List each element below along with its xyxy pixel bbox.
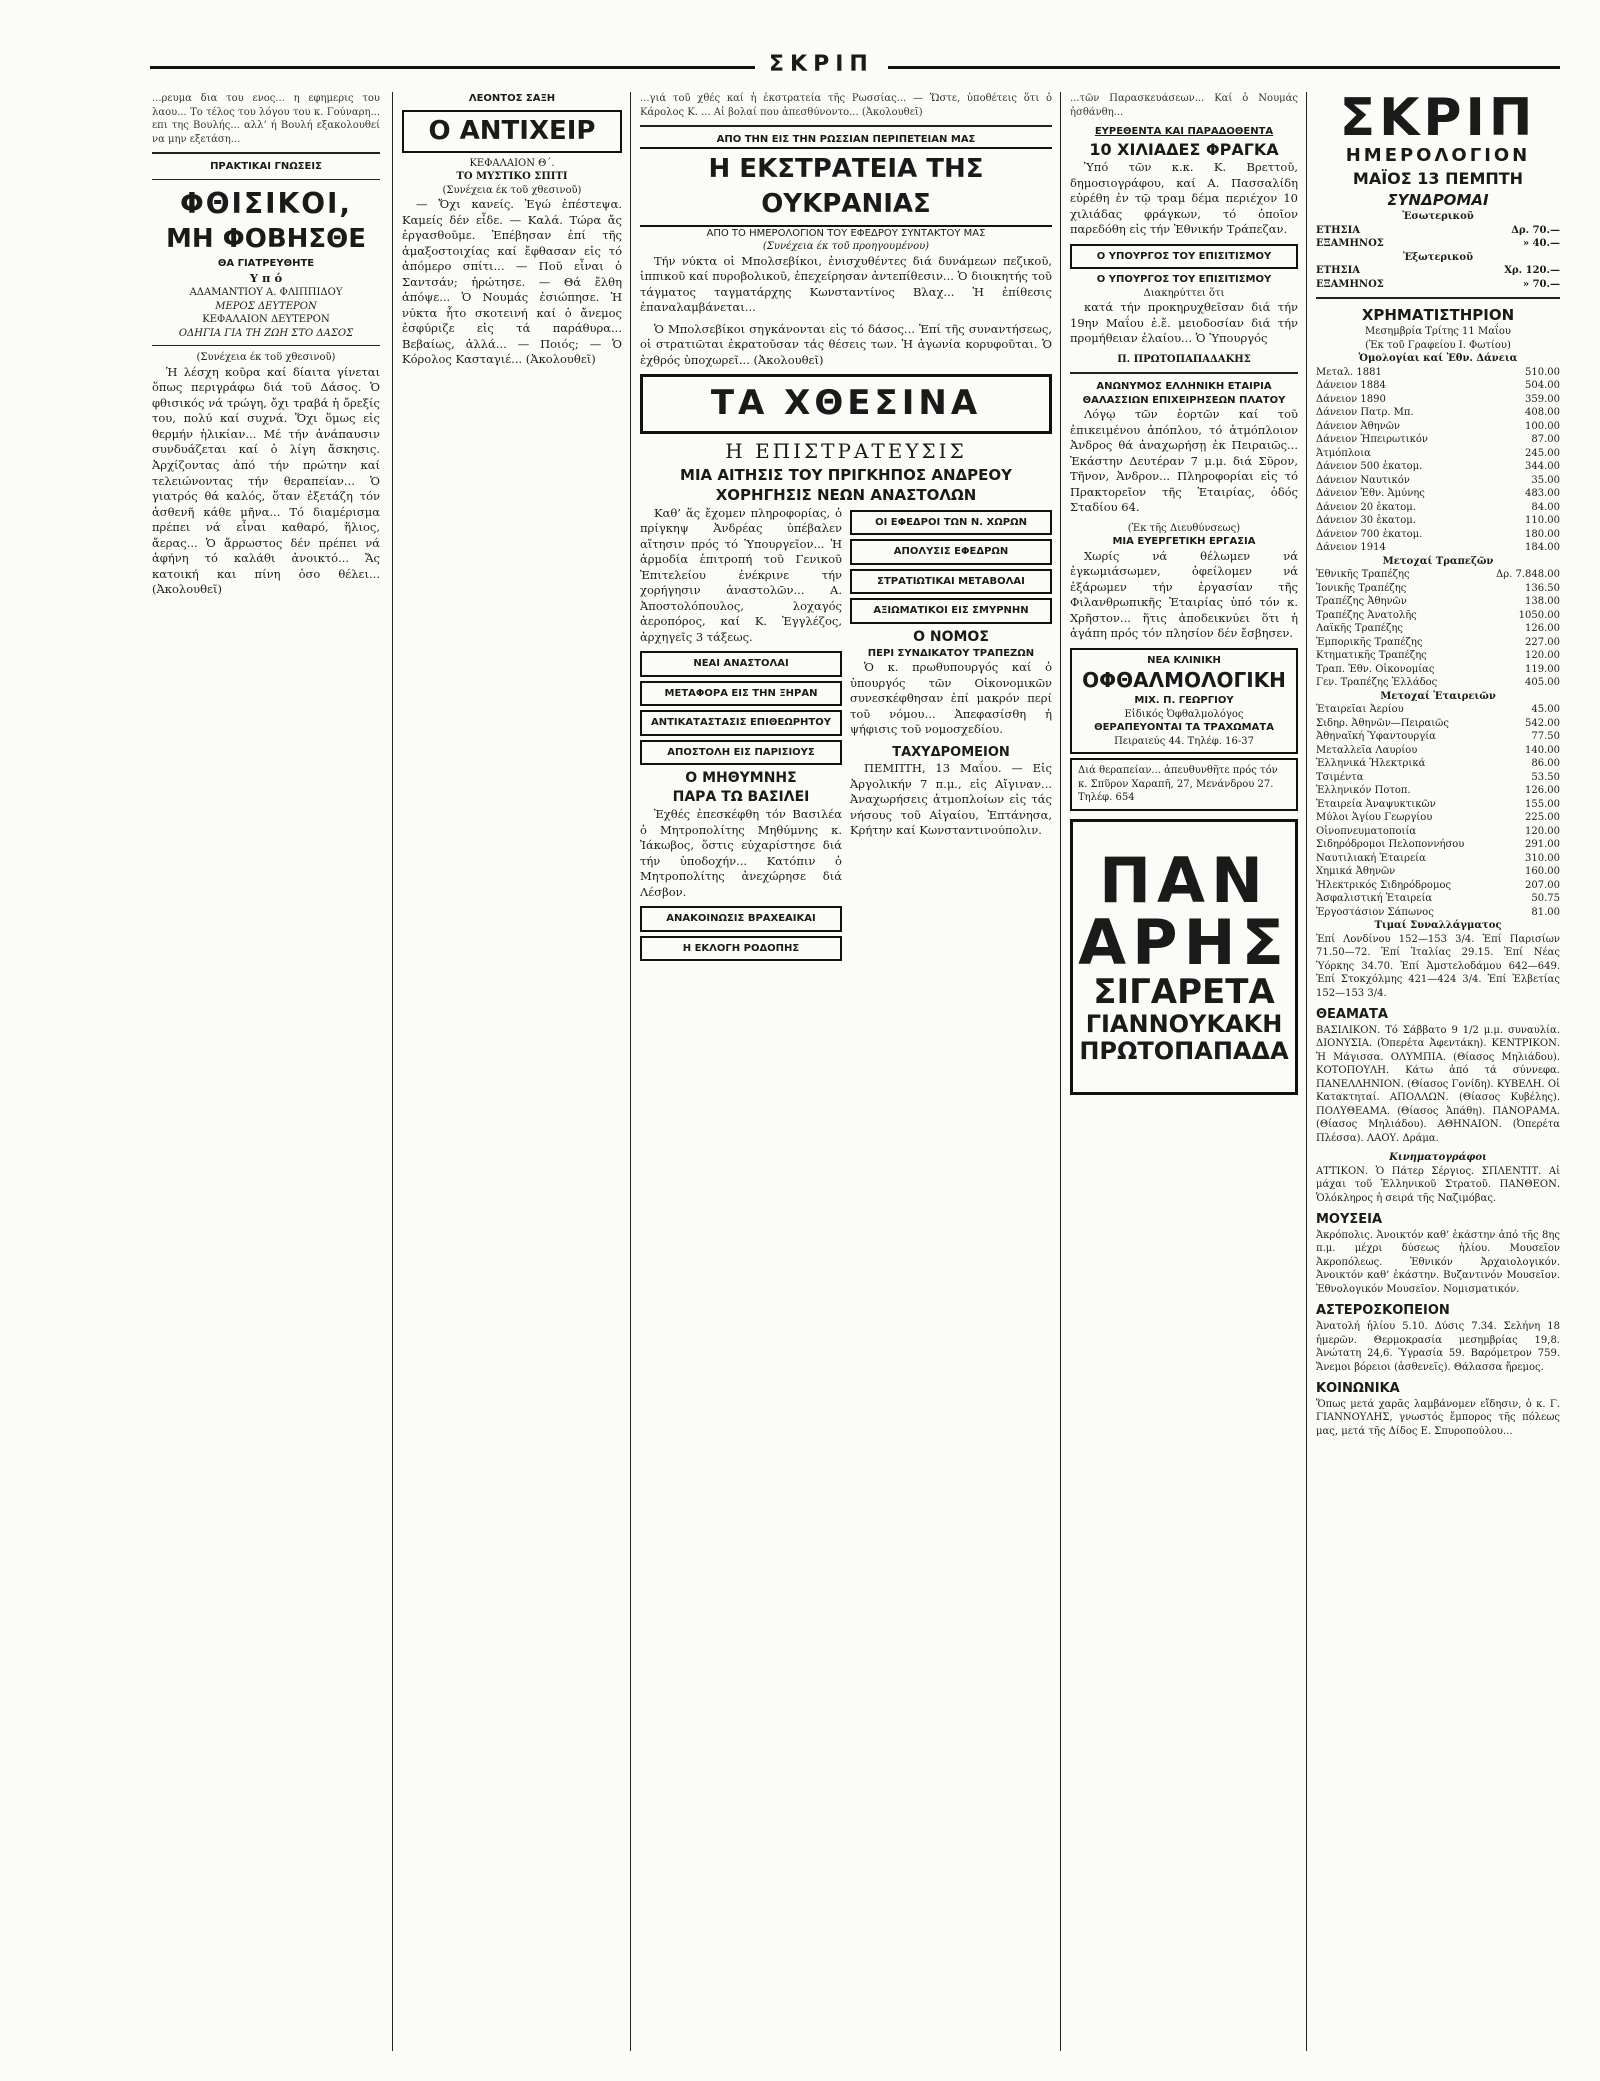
company-price: 155.00 — [1525, 798, 1560, 810]
clinic-doctor: ΜΙΧ. Π. ΓΕΩΡΓΙΟΥ — [1134, 695, 1234, 707]
price-row — [1316, 676, 1560, 690]
price-row — [1316, 703, 1560, 717]
divider — [152, 152, 380, 154]
bond-name: Δάνειον 700 ἑκατομ. — [1316, 528, 1423, 540]
clinic-trachoma: ΘΕΡΑΠΕΥΟΝΤΑΙ ΤΑ ΤΡΑΧΩΜΑΤΑ — [1094, 722, 1274, 734]
domestic-label: Ἐσωτερικοῦ — [1402, 211, 1474, 223]
cigarette-brand-2: ΑΡΗΣ — [1078, 905, 1290, 979]
ad-chapter: ΚΕΦΑΛΑΙΟΝ ΔΕΥΤΕΡΟΝ — [202, 314, 330, 326]
sub-taxydromeion: ΤΑΧΥΔΡΟΜΕΙΟΝ — [892, 744, 1010, 760]
market-source: (Ἐκ τοῦ Γραφείου Ι. Φωτίου) — [1365, 339, 1511, 351]
ad-title: ΦΘΙΣΙΚΟΙ, — [179, 186, 353, 220]
bond-name: Δάνειον 1890 — [1316, 393, 1386, 405]
company-price: 140.00 — [1525, 744, 1560, 756]
price-row — [1316, 771, 1560, 785]
ad-part: ΜΕΡΟΣ ΔΕΥΤΕΡΟΝ — [215, 300, 317, 312]
ergasia-body: Χωρίς νά θέλωμεν νά ἐγκωμιάσωμεν, ὀφείλομεν νά ἐξάρωμεν τήν ἐργασίαν τῆς Φιλανθρωπικῆς Ἑταιρίας ὑπό τόν κ. Χρῆστον... ἥτις ἀποδεικνύει ὅτι ἡ ἀγάπη πρός τόν πλησίον δέν ἔσβησεν. — [1070, 548, 1298, 641]
column-rule — [392, 92, 393, 2051]
ad-subtitle: ΘΑ ΓΙΑΤΡΕΥΘΗΤΕ — [217, 258, 315, 270]
price-row — [1316, 420, 1560, 434]
bank-price: 120.00 — [1525, 650, 1560, 662]
company-price: 126.00 — [1525, 785, 1560, 797]
ministry-sign: Π. ΠΡΩΤΟΠΑΠΑΔΑΚΗΣ — [1117, 353, 1251, 365]
sub-apolysis: ΑΠΟΛΥΣΙΣ ΕΦΕΔΡΩΝ — [850, 539, 1052, 565]
found-headline: 10 ΧΙΛΙΑΔΕΣ ΦΡΑΓΚΑ — [1089, 139, 1279, 159]
bank-name: Ἐμπορικῆς Τραπέζης — [1316, 636, 1423, 648]
bank-name: Λαϊκῆς Τραπέζης — [1316, 623, 1403, 635]
bond-name: Δάνειον 500 ἑκατομ. — [1316, 461, 1423, 473]
company-price: 207.00 — [1525, 879, 1560, 891]
price-row — [1316, 582, 1560, 596]
news-subtitle-2: ΜΙΑ ΑΙΤΗΣΙΣ ΤΟΥ ΠΡΙΓΚΗΠΟΣ ΑΝΔΡΕΟΥ — [680, 466, 1012, 485]
bank-price: Δρ. 7.848.00 — [1496, 569, 1560, 581]
found-headline-top: ΕΥΡΕΘΕΝΤΑ ΚΑΙ ΠΑΡΑΔΟΘΕΝΤΑ — [1094, 126, 1274, 137]
ad-by: Υ π ό — [249, 270, 283, 285]
price-row — [1316, 568, 1560, 582]
market-subtitle: Μεσημβρία Τρίτης 11 Μαΐου — [1365, 326, 1511, 338]
news-right — [850, 506, 1052, 966]
masthead — [150, 52, 1560, 82]
price-row — [1316, 838, 1560, 852]
price-row — [1316, 609, 1560, 623]
museums-body: Ἀκρόπολις. Ἀνοικτόν καθ’ ἑκάστην ἀπό τῆς 8ης π.μ. μέχρι δύσεως ἡλίου. Μουσεῖον Ἀκροπόλεως. Ἐθνικόν Ἀρχαιολογικόν. Ἀνοικτόν καθ’ ἑκάστην. Βυζαντινόν Μουσεῖον. Ἐθνολογικόν Μουσεῖον. Νομισματικόν. — [1316, 1229, 1560, 1295]
fx-body: Ἐπί Λονδίνου 152—153 3/4. Ἐπί Παρισίων 71.50—72. Ἐπί Ἰταλίας 29.15. Ἐπί Νέας Ὑόρκης 34.70. Ἐπί Ἀμστελοδάμου 642—649. Ἐπί Στοκχόλμης 421—424 3/4. Ἐπί Ἐλβετίας 152—153 3/4. — [1316, 933, 1560, 999]
observatory-title: ΑΣΤΕΡΟΣΚΟΠΕΙΟΝ — [1316, 1303, 1450, 1319]
price-row — [1316, 892, 1560, 906]
price-row — [1316, 541, 1560, 555]
price-row — [1316, 717, 1560, 731]
article-deck: ΑΠΟ ΤΟ ΗΜΕΡΟΛΟΓΙΟΝ ΤΟΥ ΕΦΕΔΡΟΥ ΣΥΝΤΑΚΤΟΥ ΜΑΣ — [706, 227, 986, 239]
calendar-subtitle: ΗΜΕΡΟΛΟΓΙΟΝ — [1345, 145, 1531, 166]
company-list — [1316, 703, 1560, 919]
company-price: 291.00 — [1525, 839, 1560, 851]
company-price: 225.00 — [1525, 812, 1560, 824]
clinic-specialty: Εἰδικός Ὀφθαλμολόγος — [1124, 708, 1244, 720]
sub-apostoli: ΑΠΟΣΤΟΛΗ ΕΙΣ ΠΑΡΙΣΙΟΥΣ — [640, 740, 842, 766]
article-kicker: ΑΠΟ ΤΗΝ ΕΙΣ ΤΗΝ ΡΩΣΣΙΑΝ ΠΕΡΙΠΕΤΕΙΑΝ ΜΑΣ — [716, 134, 976, 145]
bank-name: Τραπέζης Ἀνατολῆς — [1316, 609, 1417, 621]
article-body: Ἡ λέσχη κοῦρα καί δίαιτα γίνεται ὅπως περιγράφω διά τοῦ Δάσος. Ὁ φθισικός νά τρώγη, ὄχι τραβά ἡ ὄρεξίς του, πολύ καί συχνά. Ὅχι ὅμως εἰς θερμήν ἡλικίαν... Μέ τήν ἀνάπαυσιν συνδυάζεται καί ὁ λίγη ἄσκησις. Ἀρχίζοντας ἀπό τήν πρώτην καί τελειώνοντας τήν θεραπείαν... Ὁ γιατρός θά καλός, ὅταν ἐξετάζη τόν ἀσθενῆ κάθε μῆνα... Τό διαμέρισμα πρέπει νά εἶναι καθαρό, ἥλιος, ἄερας... Ὁ ἄρρωστος δέν πρέπει νά ἀφήνη τό καλάθι ἀνοικτό... Ἄς κατοική και πίνη ὁσο θέλει... (Ἀκολουθεῖ) — [152, 364, 380, 597]
bank-name: Τραπέζης Ἀθηνῶν — [1316, 596, 1407, 608]
social-body: Ὅπως μετά χαρᾶς λαμβάνομεν εἴδησιν, ὁ κ. Γ. ΓΙΑΝΝΟΥΛΗΣ, γνωστός ἔμπορος τῆς πόλεως μας, μετά τῆς Δίδος Ε. Σπυροπούλου... — [1316, 1398, 1560, 1437]
price-row — [1316, 852, 1560, 866]
company-price: 160.00 — [1525, 866, 1560, 878]
company-name: Τσιμέντα — [1316, 771, 1364, 783]
serial-chapter-title: ΤΟ ΜΥΣΤΙΚΟ ΣΠΙΤΙ — [456, 171, 568, 183]
price-row — [1316, 501, 1560, 515]
ministry-declares: Διακηρύττει ὅτι — [1143, 287, 1225, 299]
rate-row: ΕΤΗΣΙΑ Δρ. 70.— — [1316, 224, 1560, 236]
rate-row: ΕΤΗΣΙΑ Χρ. 120.— — [1316, 265, 1560, 277]
bond-price: 87.00 — [1531, 434, 1560, 446]
company-name: Ἑλληνικόν Ποτοπ. — [1316, 785, 1411, 797]
sub-anakoinoseis: ΑΝΑΚΟΙΝΩΣΙΣ ΒΡΑΧΕΑΙΚΑΙ — [640, 906, 842, 932]
article-body-b: Ὁ Μπολσεβίκοι σηγκάνονται εἰς τό δάσος... Ἐπί τῆς συναντήσεως, οἱ στρατιῶται ἐκρατοῦσαν τάς θέσεις των. Ἡ ἀγωνία κορυφοῦται. Ὁ ἐχθρός ὑποχωρεῖ... (Ἀκολουθεῖ) — [640, 321, 1052, 367]
bond-price: 504.00 — [1525, 380, 1560, 392]
bond-price: 483.00 — [1525, 488, 1560, 500]
clinic-title: ΟΦΘΑΛΜΟΛΟΓΙΚΗ — [1082, 668, 1286, 693]
price-row — [1316, 622, 1560, 636]
bond-price: 245.00 — [1525, 447, 1560, 459]
sub-ergasia: ΜΙΑ ΕΥΕΡΓΕΤΙΚΗ ΕΡΓΑΣΙΑ — [1112, 536, 1256, 548]
rate-row: ΕΞΑΜΗΝΟΣ » 70.— — [1316, 278, 1560, 290]
bond-name: Δάνειον Ἐθν. Ἀμύνης — [1316, 488, 1425, 500]
bond-name: Ἀτμόπλοια — [1316, 447, 1371, 459]
price-row — [1316, 865, 1560, 879]
column-rule — [1060, 92, 1061, 2051]
company-price: 45.00 — [1531, 704, 1560, 716]
bank-price: 126.00 — [1525, 623, 1560, 635]
bank-price: 1050.00 — [1518, 609, 1560, 621]
small-ad: Διά θεραπείαν... ἀπευθυνθῆτε πρός τόν κ. Σπῦρον Χαραπῆ, 27, Μενάνδρου 27. Τηλέφ. 654 — [1070, 758, 1298, 811]
continuation-note: (Συνέχεια έκ τοῦ χθεσινοῦ) — [442, 184, 582, 196]
serial-chapter: ΚΕΦΑΛΑΙΟΝ Θ΄. — [469, 157, 555, 169]
fx-title: Τιμαί Συναλλάγματος — [1374, 920, 1502, 932]
company-price: 77.50 — [1531, 731, 1560, 743]
banks-title: Μετοχαί Τραπεζῶν — [1382, 555, 1494, 567]
price-row — [1316, 460, 1560, 474]
article-headline: Η ΕΚΣΤΡΑΤΕΙΑ ΤΗΣ ΟΥΚΡΑΝΙΑΣ — [640, 147, 1052, 227]
sub-eklogi: Η ΕΚΛΟΓΗ ΡΟΔΟΠΗΣ — [640, 936, 842, 962]
bond-name: Δάνειον Ἀθηνῶν — [1316, 420, 1400, 432]
company-price: 542.00 — [1525, 717, 1560, 729]
sub-news: ΝΕΑΙ ΑΝΑΣΤΟΛΑΙ — [640, 651, 842, 677]
column-5 — [1316, 92, 1560, 2051]
cigarette-maker-2: ΠΡΩΤΟΠΑΠΑΔΑ — [1079, 1036, 1289, 1065]
sub-metafora: ΜΕΤΑΦΟΡΑ ΕΙΣ ΤΗΝ ΞΗΡΑΝ — [640, 681, 842, 707]
price-row — [1316, 798, 1560, 812]
price-row — [1316, 393, 1560, 407]
ministry-box: Ο ΥΠΟΥΡΓΟΣ ΤΟΥ ΕΠΙΣΙΤΙΣΜΟΥ — [1070, 244, 1298, 270]
bank-name: Ἐθνικῆς Τραπέζης — [1316, 569, 1410, 581]
museums-title: ΜΟΥΣΕΙΑ — [1316, 1212, 1383, 1228]
company-name: Ἑλληνικά Ἠλεκτρικά — [1316, 758, 1426, 770]
company-name: ΑΝΩΝΥΜΟΣ ΕΛΛΗΝΙΚΗ ΕΤΑΙΡΙΑ — [1096, 381, 1272, 393]
company-name: Ἀσφαλιστική Ἑταιρεία — [1316, 893, 1433, 905]
calendar-date: ΜΑΪΟΣ 13 ΠΕΜΠΤΗ — [1352, 169, 1524, 189]
news-subtitle-3: ΧΟΡΗΓΗΣΙΣ ΝΕΩΝ ΑΝΑΣΤΟΛΩΝ — [715, 486, 977, 505]
bond-price: 359.00 — [1525, 393, 1560, 405]
news-box-title: ΤΑ ΧΘΕΣΙΝΑ — [710, 383, 982, 424]
bank-list — [1316, 568, 1560, 690]
price-row — [1316, 366, 1560, 380]
bond-name: Δάνειον 1914 — [1316, 542, 1386, 554]
sub-nomos-2: ΠΕΡΙ ΣΥΝΔΙΚΑΤΟΥ ΤΡΑΠΕΖΩΝ — [867, 647, 1035, 659]
bank-name: Τραπ. Ἐθν. Οἰκονομίας — [1316, 663, 1435, 675]
price-row — [1316, 487, 1560, 501]
rate-row: ΕΞΑΜΗΝΟΣ » 40.— — [1316, 238, 1560, 250]
bank-name: Κτηματικῆς Τραπέζης — [1316, 650, 1427, 662]
sub-nomos: Ο ΝΟΜΟΣ — [913, 628, 989, 645]
price-row — [1316, 379, 1560, 393]
column-rule — [630, 92, 631, 2051]
fragment-top: ...τῶν Παρασκευάσεων... Καί ὁ Νουμάς ἠσθάνθη... — [1070, 93, 1298, 118]
divider — [1316, 297, 1560, 299]
price-row — [1316, 514, 1560, 528]
bond-price: 35.00 — [1531, 474, 1560, 486]
column-rule — [1306, 92, 1307, 2051]
continuation-note: (Συνέχεια έκ τοῦ χθεσινοῦ) — [196, 352, 336, 364]
column-3 — [640, 92, 1052, 2051]
company-name: Ἀθηναϊκή Ὑφαντουργία — [1316, 731, 1436, 743]
ad-title-2: ΜΗ ΦΟΒΗΣΘΕ — [165, 224, 367, 255]
bond-name: Δάνειον 20 ἑκατομ. — [1316, 501, 1416, 513]
article-body-a: Τήν νύκτα οἱ Μπολσεβίκοι, ἐνισχυθέντες διά δυνάμεων πεζικοῦ, ἱππικοῦ καί πυροβολικοῦ, ἐπεχείρησαν ἀντεπίθεσιν... Ὁ διοικητής τοῦ τάγματος ταγματάρχης Κωνσταντίνος Βλαχ... Ἡ ἐπίθεσις ἐπαναλαμβάνεται... — [640, 253, 1052, 315]
bank-name: Ἰονικῆς Τραπέζης — [1316, 582, 1407, 594]
column-1 — [152, 92, 380, 2051]
news-subtitle: Η ΕΠΙΣΤΡΑΤΕΥΣΙΣ — [725, 439, 967, 464]
bond-name: Δάνειον 1884 — [1316, 380, 1386, 392]
calendar-title: ΣΚΡΙΠ — [1339, 92, 1537, 148]
bond-price: 510.00 — [1525, 366, 1560, 378]
company-name: Μύλοι Ἁγίου Γεωργίου — [1316, 812, 1433, 824]
bond-price: 344.00 — [1525, 461, 1560, 473]
subscriptions-title: ΣΥΝΔΡΟΜΑΙ — [1387, 190, 1489, 209]
price-row — [1316, 744, 1560, 758]
company-price: 81.00 — [1531, 906, 1560, 918]
divider — [152, 345, 380, 346]
sub-stratiotikai: ΣΤΡΑΤΙΩΤΙΚΑΙ ΜΕΤΑΒΟΛΑΙ — [850, 569, 1052, 595]
price-row — [1316, 474, 1560, 488]
price-row — [1316, 447, 1560, 461]
clinic-ad — [1070, 648, 1298, 755]
column-4 — [1070, 92, 1298, 2051]
ad-author: ΑΔΑΜΑΝΤΙΟΥ Α. ΦΛΙΠΠΙΔΟΥ — [189, 287, 343, 299]
theatres-body: ΒΑΣΙΛΙΚΟΝ. Τό Σάββατο 9 1/2 μ.μ. συναυλία. ΔΙΟΝΥΣΙΑ. (Ὀπερέτα Ἀφεντάκη). ΚΕΝΤΡΙΚΟΝ. Ἡ Μάγισσα. ΟΛΥΜΠΙΑ. (Θίασος Μηλιάδου). ΚΟΤΟΠΟΥΛΗ. Κάτω ἀπό τά σύννεφα. ΠΑΝΕΛΛΗΝΙΟΝ. (Θίασος Γονίδη). ΚΥΒΕΛΗ. Οἱ Κατακτηταί. ΑΠΟΛΛΩΝ. (Θίασος Κυβέλης). ΠΟΛΥΘΕΑΜΑ. (Θίασος Ἀπάθη). ΠΑΝΟΡΑΜΑ. (Θίασος Μηλιάδου). ΑΘΗΝΑΙΟΝ. (Ὀπερέτα Πλέσσα). ΛΑΟΥ. Δράμα. — [1316, 1024, 1560, 1144]
price-row — [1316, 784, 1560, 798]
bond-price: 408.00 — [1525, 407, 1560, 419]
serial-body: — Ὄχι κανείς. Ἐγώ ἐπέστεψα. Καμείς δέν εἶδε. — Καλά. Τώρα ἄς ἐργασθοῦμε. Ἐπέβησαν ἐπί τῆς ἀμαξοστοιχίας καί ἔφθασαν εἰς τό ἀπόμερο σπίτι... — Ποῦ εἶναι ὁ Σαντσάν; ἠρώτησε. — Θά ἔλθη ἀπόψε... Ὁ Νουμάς ἐσιώπησε. Ἡ νύκτα ἦτο σκοτεινή καί ὁ ἄνεμος ἐσφύριζε εἰς τά παράθυρα... Βεβαίως, ἀλλά... — Ποιός; — Ὁ Κόρολος Κασταγιέ... (Ἀκολουθεῖ) — [402, 197, 622, 367]
bond-price: 184.00 — [1525, 542, 1560, 554]
serial-author: ΛΕΟΝΤΟΣ ΣΑΞΗ — [468, 93, 556, 104]
sub-mithymnis: Ο ΜΗΘΥΜΝΗΣ — [685, 770, 797, 787]
company-name: Ἐργοστάσιον Σάπωνος — [1316, 906, 1434, 918]
cinema-title: Κινηματογράφοι — [1389, 1152, 1487, 1164]
sub-mithymnis-2: ΠΑΡΑ ΤΩ ΒΑΣΙΛΕΙ — [672, 789, 810, 806]
company-name: Χημικά Ἀθηνῶν — [1316, 866, 1396, 878]
company-name: Οἰνοπνευματοποιία — [1316, 825, 1417, 837]
divider — [640, 125, 1052, 127]
bond-name: Δάνειον Πατρ. Μπ. — [1316, 407, 1414, 419]
bond-list — [1316, 366, 1560, 555]
cinema-body: ΑΤΤΙΚΟΝ. Ὁ Πάτερ Σέργιος. ΣΠΛΕΝΤΙΤ. Αἱ μάχαι τοῦ Ἑλληνικοῦ Στρατοῦ. ΠΑΝΘΕΟΝ. Ὁλόκληρος ἡ σειρά τῆς Ναζιμόβας. — [1316, 1165, 1560, 1204]
price-row — [1316, 825, 1560, 839]
observatory-body: Ἀνατολή ἡλίου 5.10. Δύσις 7.34. Σελήνη 18 ἡμερῶν. Θερμοκρασία μεσημβρίας 19,8. Ἀνώτατη 24,6. Ὑγρασία 59. Βαρόμετρον 759. Ἄνεμοι βόρειοι (ἀσθενεῖς). Θάλασσα ἤρεμος. — [1316, 1321, 1560, 1373]
price-row — [1316, 433, 1560, 447]
price-row — [1316, 730, 1560, 744]
column-2 — [402, 92, 622, 2051]
foreign-label: Ἐξωτερικοῦ — [1402, 251, 1474, 263]
bank-name: Γεν. Τραπέζης Ἑλλάδος — [1316, 677, 1438, 689]
ad-header: ΠΡΑΚΤΙΚΑΙ ΓΝΩΣΕΙΣ — [210, 161, 322, 172]
continuation-note: (Συνέχεια έκ τοῦ προηγουμένου) — [762, 241, 930, 253]
market-title: ΧΡΗΜΑΤΙΣΤΗΡΙΟΝ — [1361, 306, 1515, 325]
company-name: Μεταλλεῖα Λαυρίου — [1316, 744, 1418, 756]
fragment-top: ...γιά τοῦ χθές καί ἡ ἐκστρατεία τῆς Ρωσσίας... — Ὥστε, ὑποθέτεις ὅτι ὁ Κάρολος Κ. ... Αἱ βολαί που ἀπεσθύνοντο... (Ἀκολουθεῖ) — [640, 93, 1052, 118]
company-name: Σιδηρόδρομοι Πελοποννήσου — [1316, 839, 1465, 851]
two-column-news — [640, 506, 1052, 966]
company-name: Ἠλεκτρικός Σιδηρόδρομος — [1316, 879, 1452, 891]
ministry-title: Ο ΥΠΟΥΡΓΟΣ ΤΟΥ ΕΠΙΣΙΤΙΣΜΟΥ — [1096, 274, 1272, 286]
bond-name: Δάνειον Ναυτικόν — [1316, 474, 1410, 486]
company-price: 50.75 — [1531, 893, 1560, 905]
bond-price: 110.00 — [1525, 515, 1560, 527]
sub-antikatastasis: ΑΝΤΙΚΑΤΑΣΤΑΣΙΣ ΕΠΙΘΕΩΡΗΤΟΥ — [640, 710, 842, 736]
clinic-address: Πειραιεύς 44. Τηλέφ. 16-37 — [1114, 735, 1254, 747]
company-name-2: ΘΑΛΑΣΣΙΩΝ ΕΠΙΧΕΙΡΗΣΕΩΝ ΠΛΑΤΟΥ — [1082, 394, 1286, 406]
company-body: Λόγῳ τῶν ἑορτῶν καί τοῦ ἐπικειμένου ἀπόπλου, τό ἀτμόπλοιον Ἀνδρος θά ἀναχωρήσῃ ἐκ Πειραιῶς... Ἐκάστην Δευτέραν 7 μ.μ. διά Σῦρον, Τῆνον, Ἀνδρον... Πληροφορίαι εἰς τό Πρακτορεῖον τῆς Ἑταιρίας, ὁδός Σταδίου 64. — [1070, 407, 1298, 515]
bond-name: Μεταλ. 1881 — [1316, 366, 1382, 378]
price-row — [1316, 528, 1560, 542]
company-price: 53.50 — [1531, 771, 1560, 783]
company-name: Ναυτιλιακή Ἑταιρεία — [1316, 852, 1426, 864]
fragment-top: ...ρευμα δια του ενος... η εφημερις του λαου... Το τέλος του λόγου του κ. Γούναρη... επι της Βουλής... αλλ’ ή Βουλή εξακολουθεί να μην εξετάση... — [152, 93, 380, 145]
price-row — [1316, 811, 1560, 825]
bank-price: 138.00 — [1525, 596, 1560, 608]
news-left — [640, 506, 842, 966]
ad-chapter-sub: ΟΔΗΓΙΑ ΓΙΑ ΤΗ ΖΩΗ ΣΤΟ ΔΑΣΟΣ — [178, 327, 354, 339]
news-body-d: Ἐχθές ἐπεσκέφθη τόν Βασιλέα ὁ Μητροπολίτης Μηθύμνης κ. Ἰάκωβος, ὅστις εὐχαρίστησε διά τήν ὑποδοχήν... Κατόπιν ὁ Μητροπολίτης ἀνεχώρησε διά Λέσβον. — [640, 807, 842, 899]
social-title: ΚΟΙΝΩΝΙΚΑ — [1316, 1381, 1400, 1397]
company-name: Ἑταιρεία Ἀναψυκτικῶν — [1316, 798, 1436, 810]
bond-price: 84.00 — [1531, 501, 1560, 513]
bank-price: 119.00 — [1525, 663, 1560, 675]
company-price: 120.00 — [1525, 825, 1560, 837]
news-body: Καθ’ ἅς ἔχομεν πληροφορίας, ὁ πρίγκηψ Ἀνδρέας ὑπέβαλεν αἴτησιν πρός τό Ὑπουργεῖον... Ἡ ἁρμοδία ἐπιτροπή τοῦ Γενικοῦ Ἐπιτελείου ἐνέκρινε τήν χορήγησιν ἀναστολῶν... Α. Ἀποστολόπουλος, λοχαγός ἀεροπόρος, καί Κ. Ἐγγλέζος, ἀρχηγεῖς 3 τάξεως. — [640, 505, 842, 644]
bank-price: 405.00 — [1525, 677, 1560, 689]
company-price: 86.00 — [1531, 758, 1560, 770]
cigarette-brand: ΠΑΝ — [1099, 843, 1269, 917]
theatres-title: ΘΕΑΜΑΤΑ — [1316, 1007, 1388, 1023]
domestic-rates — [1316, 224, 1560, 251]
sub-smyrni: ΑΞΙΩΜΑΤΙΚΟΙ ΕΙΣ ΣΜΥΡΝΗΝ — [850, 598, 1052, 624]
bond-price: 100.00 — [1525, 420, 1560, 432]
price-row — [1316, 649, 1560, 663]
price-row — [1316, 595, 1560, 609]
found-body: Ὑπό τῶν κ.κ. Κ. Βρεττοῦ, δημοσιογράφου, καί Α. Πασσαλίδη εὑρέθη ἐν τῷ τραμ δέμα περιέχον 10 χιλιάδας φράγκων, τό ὁποῖον παρεδόθη εἰς τήν Ἐθνικήν Τράπεζαν. — [1070, 160, 1298, 237]
divider — [1070, 372, 1298, 374]
divider — [152, 179, 380, 180]
company-name: Σιδηρ. Ἀθηνῶν—Πειραιῶς — [1316, 717, 1449, 729]
bond-name: Δάνειον Ἠπειρωτικόν — [1316, 434, 1428, 446]
bank-price: 227.00 — [1525, 636, 1560, 648]
sub-efedroi: ΟΙ ΕΦΕΔΡΟΙ ΤΩΝ Ν. ΧΩΡΩΝ — [850, 510, 1052, 536]
news-body-f: ΠΕΜΠΤΗ, 13 Μαΐου. — Εἰς Ἀργολικήν 7 π.μ., εἰς Αἴγιναν... Ἀναχωρήσεις ἀτμοπλοίων εἰς τάς νήσους τοῦ Αἰγαίου, Ἑπτάνησα, Κρήτην καί Κωνσταντινούπολιν. — [850, 761, 1052, 838]
cigarette-ad — [1070, 819, 1298, 1095]
news-box — [640, 374, 1052, 434]
price-row — [1316, 663, 1560, 677]
clinic-new: ΝΕΑ ΚΛΙΝΙΚΗ — [1147, 654, 1221, 666]
price-row — [1316, 757, 1560, 771]
company-sign: (Ἐκ τῆς Διευθύνσεως) — [1127, 522, 1241, 534]
price-row — [1316, 406, 1560, 420]
cigarette-maker: ΓΙΑΝΝΟΥΚΑΚΗ — [1085, 1010, 1283, 1039]
price-row — [1316, 906, 1560, 920]
masthead-title: ΣΚΡΙΠ — [755, 52, 888, 77]
bonds-title: Ὁμολογίαι καί Ἐθν. Δάνεια — [1358, 353, 1518, 365]
serial-title: Ο ΑΝΤΙΧΕΙΡ — [402, 110, 622, 153]
price-row — [1316, 636, 1560, 650]
bond-price: 180.00 — [1525, 528, 1560, 540]
bank-price: 136.50 — [1525, 582, 1560, 594]
price-row — [1316, 879, 1560, 893]
foreign-rates — [1316, 264, 1560, 291]
bond-name: Δάνειον 30 ἑκατομ. — [1316, 515, 1416, 527]
news-body-e: Ὁ κ. πρωθυπουργός καί ὁ ὑπουργός τῶν Οἰκονομικῶν συνεσκέφθησαν ἐπί μακρόν περί τοῦ νόμου... Ἀπεφασίσθη ἡ ψήφισις τοῦ νομοσχεδίου. — [850, 660, 1052, 737]
company-price: 310.00 — [1525, 852, 1560, 864]
company-name: Ἑταιρεῖαι Ἀερίου — [1316, 704, 1404, 716]
companies-title: Μετοχαί Ἑταιρειῶν — [1380, 690, 1496, 702]
ministry-body: κατά τήν προκηρυχθεῖσαν διά τήν 19ην Μαΐου ἐ.ἔ. μειοδοσίαν διά τήν προμήθειαν ἐλαίου... Ὁ Ὑπουργός — [1070, 300, 1298, 346]
cigarette-word: ΣΙΓΑΡΕΤΑ — [1093, 971, 1275, 1012]
